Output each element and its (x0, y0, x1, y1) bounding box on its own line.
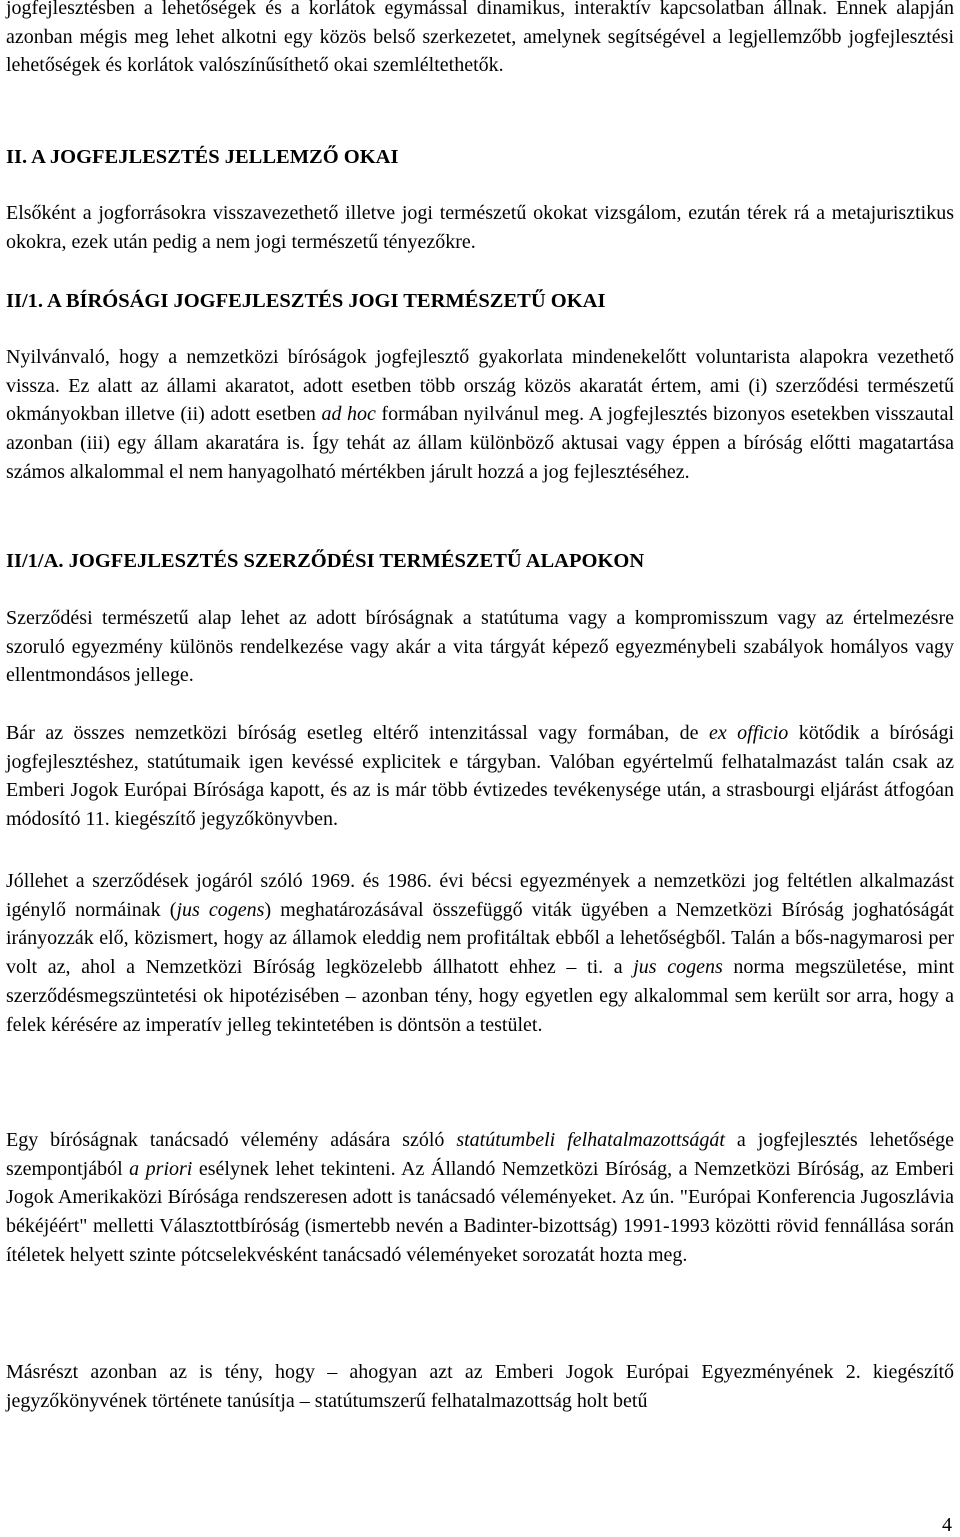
heading-section-ii-1: II/1. A BÍRÓSÁGI JOGFEJLESZTÉS JOGI TERMÉSZETŰ OKAI (6, 290, 606, 312)
italic-jus-cogens-2: jus cogens (633, 956, 723, 979)
italic-jus-cogens: jus cogens (176, 898, 265, 921)
italic-ad-hoc: ad hoc (321, 403, 376, 426)
paragraph-contract-basis: Szerződési természetű alap lehet az adott bíróságnak a statútuma vagy a kompromisszum vagy az értelmezésre szoruló egyezmény különös rendelkezése vagy akár a vita tárgyát képező egyezménybeli szabályok homályos vagy ellentmondásos jellege. (6, 607, 954, 687)
paragraph-protocol-2: Másrészt azonban az is tény, hogy – ahogyan azt az Emberi Jogok Európai Egyezményének 2. kiegészítő jegyzőkönyvének története tanúsítja – statútumszerű felhatalmazottság holt betű (6, 1361, 954, 1412)
heading-section-ii-1-a: II/1/A. JOGFEJLESZTÉS SZERZŐDÉSI TERMÉSZETŰ ALAPOKON (6, 550, 645, 572)
italic-ex-officio: ex officio (708, 722, 789, 744)
italic-statutory-authorization: statútumbeli felhatalmazottságát (456, 1129, 725, 1151)
heading-section-ii: II. A JOGFEJLESZTÉS JELLEMZŐ OKAI (6, 146, 399, 168)
page-number: 4 (942, 1514, 952, 1536)
paragraph-section-ii: Elsőként a jogforrásokra visszavezethető illetve jogi természetű okokat vizsgálom, ezután térek rá a metajurisztikus okokra, ezek után pedig a nem jogi természetű tényezőkre. (6, 202, 954, 253)
paragraph-vienna-conventions: Jóllehet a szerződések jogáról szóló 1969. és 1986. évi bécsi egyezmények a nemzetközi jog feltétlen alkalmazást igénylő normáinak (jus cogens) meghatározásával összefüggő viták ügyében a Nemzetközi Bíróság joghatóságát irányozzák elő, közismert, hogy az államok eleddig nem profitáltak ebből a lehetőségből. Talán a bős-nagymarosi per volt az, ahol a Nemzetközi Bíróság legközelebb állhatott ehhez – ti. a jus cogens norma megszületése, mint szerződésmegszüntetési ok hipotézisében – azonban tény, hogy egyetlen egy alkalommal sem került sor arra, hogy a felek kérésére az imperatív jelleg tekintetében is döntsön a testület. (6, 870, 954, 1036)
paragraph-statutes: Bár az összes nemzetközi bíróság esetleg eltérő intenzitással vagy formában, de ex officio kötődik a bírósági jogfejlesztéshez, statútumaik igen kevéssé explicitek e tárgyban. Valóban egyértelmű felhatalmazást talán csak az Emberi Jogok Európai Bírósága kapott, és az is már több évtizedes tevékenysége után, a strasbourgi eljárást átfogóan módosító 11. kiegészítő jegyzőkönyvben. (6, 722, 954, 831)
paragraph-section-ii-1: Nyilvánvaló, hogy a nemzetközi bíróságok jogfejlesztő gyakorlata mindenekelőtt voluntarista alapokra vezethető vissza. Ez alatt az állami akaratot, adott esetben több ország közös akaratát értem, ami (i) szerződési természetű okmányokban illetve (ii) adott esetben ad hoc formában nyilvánul meg. A jogfejlesztés bizonyos esetekben visszautal azonban (iii) egy állam akaratára is. Így tehát az állam különböző aktusai vagy éppen a bíróság előtti magatartása számos alkalommal el nem hanyagolható mértékben járult hozzá a jog fejlesztéséhez. (6, 346, 954, 483)
paragraph-intro: jogfejlesztésben a lehetőségek és a korlátok egymással dinamikus, interaktív kapcsolatban állnak. Ennek alapján azonban mégis meg lehet alkotni egy közös belső szerkezetet, amelynek segítségével a legjellemzőbb jogfejlesztési lehetőségek és korlátok valószínűsíthető okai szemléltethetők. (6, 0, 954, 77)
italic-a-priori: a priori (129, 1157, 193, 1180)
paragraph-advisory-opinions: Egy bíróságnak tanácsadó vélemény adására szóló statútumbeli felhatalmazottságát a jogfejlesztés lehetősége szempontjából a priori esélynek lehet tekinteni. Az Állandó Nemzetközi Bíróság, a Nemzetközi Bíróság, az Emberi Jogok Amerikaközi Bírósága rendszeresen adott is tanácsadó véleményeket. Az ún. "Európai Konferencia Jugoszlávia békéjéért" melletti Választottbíróság (ismertebb nevén a Badinter-bizottság) 1991-1993 közötti rövid fennállása során ítéletek helyett szinte pótcselekvésként tanácsadó véleményeket sorozatát hozta meg. (6, 1129, 954, 1266)
